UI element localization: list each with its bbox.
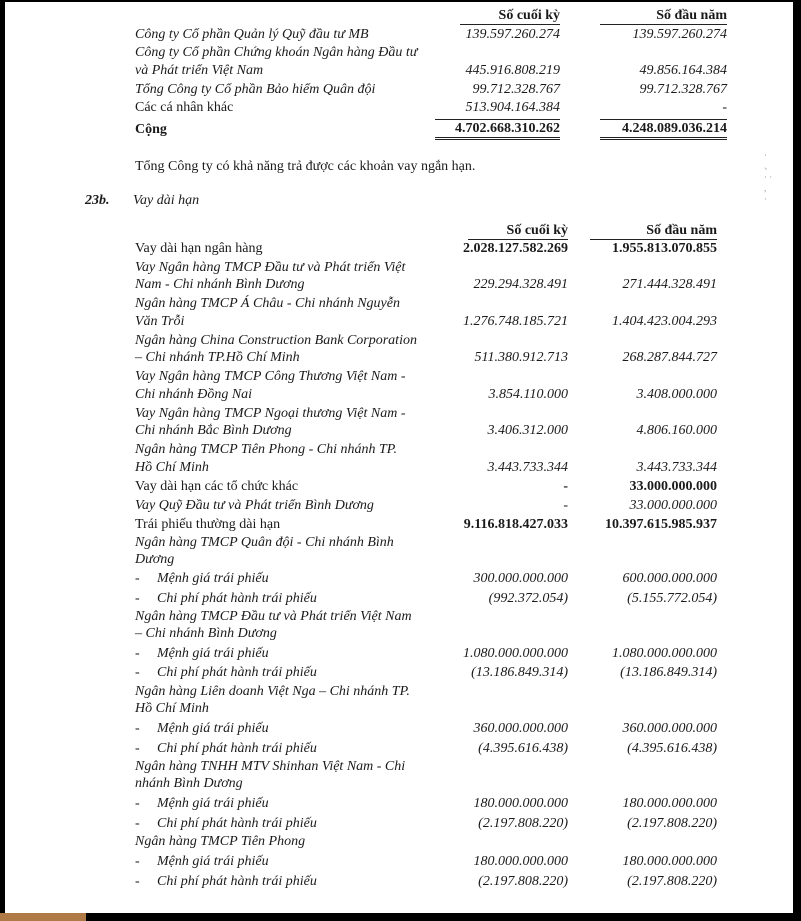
face-value-label: Mệnh giá trái phiếu [157,646,269,661]
top-col-header-begin: Số đầu năm [600,7,727,25]
scan-corner-mark [0,913,86,921]
bank-label-cont: Văn Trỗi [135,314,185,329]
top-row-label: Tổng Công ty Cổ phần Bảo hiểm Quân đội [135,82,376,97]
issuer-label-cont: nhánh Bình Dương [135,776,243,791]
bank-begin: 3.408.000.000 [636,387,717,402]
face-value-begin: 360.000.000.000 [622,721,717,736]
bank-label-cont: Chi nhánh Đồng Nai [135,387,253,402]
bank-loans-begin: 1.955.813.070.855 [612,241,717,256]
fund-label: Vay Quỹ Đầu tư và Phát triển Bình Dương [135,498,374,513]
face-value-label: Mệnh giá trái phiếu [157,571,269,586]
face-value-end: 360.000.000.000 [473,721,568,736]
bullet-dash: - [135,571,140,586]
issue-cost-begin: (5.155.772.054) [627,591,717,606]
bank-begin: 268.287.844.727 [622,350,717,365]
issuer-label: Ngân hàng TMCP Quân đội - Chi nhánh Bình [135,535,394,550]
scan-specks: · 、 · · , · [764,150,774,204]
other-orgs-end: - [563,479,568,494]
issue-cost-label: Chi phí phát hành trái phiếu [157,591,317,606]
issue-cost-begin: (2.197.808.220) [627,874,717,889]
bank-end: 229.294.328.491 [473,277,568,292]
bank-label: Vay Ngân hàng TMCP Đầu tư và Phát triển Việt [135,260,406,275]
top-row-label: Công ty Cổ phần Quản lý Quỹ đầu tư MB [135,27,369,42]
issuer-label-cont: Hồ Chí Minh [135,701,209,716]
bank-loans-end: 2.028.127.582.269 [463,241,568,256]
top-col-header-end: Số cuối kỳ [460,7,560,25]
face-value-label: Mệnh giá trái phiếu [157,854,269,869]
bank-begin: 4.806.160.000 [636,423,717,438]
issuer-label: Ngân hàng TNHH MTV Shinhan Việt Nam - Chi [135,759,406,774]
bullet-dash: - [135,646,140,661]
bank-label: Ngân hàng China Construction Bank Corporation [135,333,417,348]
bonds-end: 9.116.818.427.033 [463,517,568,532]
issue-cost-label: Chi phí phát hành trái phiếu [157,741,317,756]
bank-label-cont: Hồ Chí Minh [135,460,209,475]
top-row-label: Công ty Cổ phần Chứng khoán Ngân hàng Đầu tư [135,45,418,60]
other-orgs-label: Vay dài hạn các tổ chức khác [135,479,299,494]
bank-loans-label: Vay dài hạn ngân hàng [135,241,263,256]
issue-cost-end: (13.186.849.314) [471,665,568,680]
issue-cost-label: Chi phí phát hành trái phiếu [157,665,317,680]
issue-cost-label: Chi phí phát hành trái phiếu [157,874,317,889]
bank-begin: 3.443.733.344 [636,460,717,475]
top-total-end: 4.702.668.310.262 [435,119,560,140]
top-total-label: Cộng [135,122,167,137]
face-value-end: 300.000.000.000 [473,571,568,586]
top-row-begin: - [722,100,727,115]
bullet-dash: - [135,874,140,889]
issue-cost-begin: (13.186.849.314) [620,665,717,680]
bank-label: Ngân hàng TMCP Á Châu - Chi nhánh Nguyễn [135,296,400,311]
bullet-dash: - [135,665,140,680]
bullet-dash: - [135,591,140,606]
face-value-begin: 1.080.000.000.000 [612,646,717,661]
top-row-end: 513.904.164.384 [465,100,560,115]
face-value-end: 1.080.000.000.000 [463,646,568,661]
top-row-end: 99.712.328.767 [472,82,560,97]
issuer-label-cont: Dương [135,552,175,567]
bank-end: 1.276.748.185.721 [463,314,568,329]
bank-label-cont: Nam - Chi nhánh Bình Dương [135,277,305,292]
bank-end: 511.380.912.713 [474,350,568,365]
fund-begin: 33.000.000.000 [629,498,717,513]
scan-border-right [793,0,801,921]
bank-end: 3.406.312.000 [487,423,568,438]
top-note: Tổng Công ty có khả năng trả được các khoản vay ngắn hạn. [135,159,476,174]
face-value-end: 180.000.000.000 [473,796,568,811]
fund-end: - [563,498,568,513]
top-row-begin: 49.856.164.384 [639,63,727,78]
issuer-label: Ngân hàng TMCP Đầu tư và Phát triển Việt Nam [135,609,412,624]
issuer-label: Ngân hàng Liên doanh Việt Nga – Chi nhánh TP. [135,684,410,699]
top-row-label-cont: và Phát triển Việt Nam [135,63,264,78]
issuer-label: Ngân hàng TMCP Tiên Phong [135,834,306,849]
bank-label-cont: Chi nhánh Bắc Bình Dương [135,423,292,438]
face-value-end: 180.000.000.000 [473,854,568,869]
issue-cost-begin: (2.197.808.220) [627,816,717,831]
issuer-label-cont: – Chi nhánh Bình Dương [135,626,277,641]
face-value-begin: 180.000.000.000 [622,854,717,869]
col-header-end: Số cuối kỳ [468,222,568,240]
section-title: Vay dài hạn [133,193,200,208]
face-value-begin: 600.000.000.000 [622,571,717,586]
bank-label: Vay Ngân hàng TMCP Ngoại thương Việt Nam - [135,406,406,421]
face-value-label: Mệnh giá trái phiếu [157,796,269,811]
scan-border-bottom [0,913,801,921]
issue-cost-end: (2.197.808.220) [478,816,568,831]
bullet-dash: - [135,816,140,831]
bank-label: Vay Ngân hàng TMCP Công Thương Việt Nam - [135,369,406,384]
bank-end: 3.443.733.344 [487,460,568,475]
top-row-end: 445.916.808.219 [465,63,560,78]
issue-cost-label: Chi phí phát hành trái phiếu [157,816,317,831]
face-value-begin: 180.000.000.000 [622,796,717,811]
section-number: 23b. [85,193,110,208]
bank-begin: 271.444.328.491 [622,277,717,292]
top-row-begin: 99.712.328.767 [639,82,727,97]
bank-label-cont: – Chi nhánh TP.Hồ Chí Minh [135,350,300,365]
face-value-label: Mệnh giá trái phiếu [157,721,269,736]
issue-cost-end: (4.395.616.438) [478,741,568,756]
top-row-begin: 139.597.260.274 [632,27,727,42]
bank-begin: 1.404.423.004.293 [612,314,717,329]
col-header-begin: Số đầu năm [590,222,717,240]
scan-border-top [0,0,801,2]
other-orgs-begin: 33.000.000.000 [629,479,717,494]
issue-cost-begin: (4.395.616.438) [627,741,717,756]
top-row-label: Các cá nhân khác [135,100,234,115]
scan-border-left [0,0,5,921]
bank-label: Ngân hàng TMCP Tiên Phong - Chi nhánh TP. [135,442,398,457]
bullet-dash: - [135,854,140,869]
bonds-begin: 10.397.615.985.937 [605,517,717,532]
bullet-dash: - [135,721,140,736]
top-row-end: 139.597.260.274 [465,27,560,42]
bullet-dash: - [135,741,140,756]
issue-cost-end: (992.372.054) [488,591,568,606]
top-total-begin: 4.248.089.036.214 [600,119,727,140]
bullet-dash: - [135,796,140,811]
issue-cost-end: (2.197.808.220) [478,874,568,889]
bonds-label: Trái phiếu thường dài hạn [135,517,281,532]
bank-end: 3.854.110.000 [488,387,568,402]
